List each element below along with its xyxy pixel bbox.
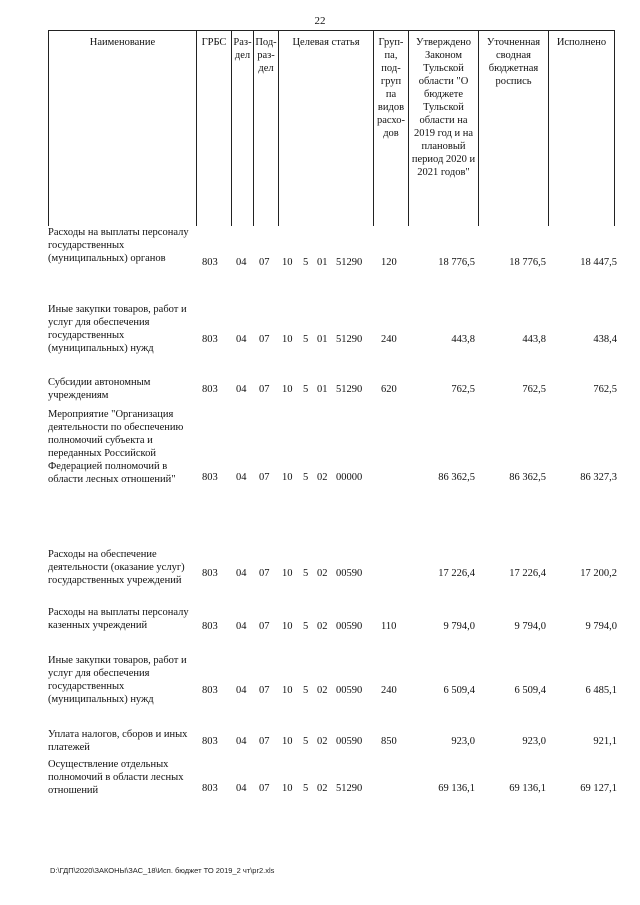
cell-cs2: 5	[303, 568, 309, 579]
cell-cs4: 00590	[336, 685, 363, 696]
cell-rz: 04	[236, 257, 247, 268]
cell-refined: 17 226,4	[509, 568, 546, 579]
cell-approved: 17 226,4	[438, 568, 475, 579]
cell-cs1: 10	[282, 384, 293, 395]
cell-cs4: 51290	[336, 384, 363, 395]
cell-pr: 07	[259, 384, 270, 395]
cell-rz: 04	[236, 685, 247, 696]
cell-approved: 443,8	[451, 334, 475, 345]
row-name: Иные закупки товаров, работ и услуг для обеспечения государственных (муниципальных) нужд	[48, 304, 187, 354]
cell-approved: 6 509,4	[443, 685, 475, 696]
cell-refined: 762,5	[522, 384, 546, 395]
row-name: Мероприятие "Организация деятельности по обеспечению полномочий субъекта и переданных Российской Федерацией полномочий в области лесных отношений"	[48, 409, 184, 485]
header-approved: Утверждено Законом Тульской области "О бюджете Тульской области на 2019 год и на плановый период 2020 и 2021 годов"	[408, 31, 478, 226]
row-name: Иные закупки товаров, работ и услуг для обеспечения государственных (муниципальных) нужд	[48, 655, 187, 705]
cell-cs4: 00590	[336, 621, 363, 632]
cell-grbs: 803	[202, 783, 218, 794]
cell-grbs: 803	[202, 257, 218, 268]
page-number: 22	[314, 15, 326, 27]
cell-executed: 17 200,2	[580, 568, 617, 579]
cell-cs3: 02	[317, 568, 328, 579]
cell-refined: 6 509,4	[514, 685, 546, 696]
cell-pr: 07	[259, 334, 270, 345]
table-row	[48, 728, 615, 756]
cell-cs1: 10	[282, 334, 293, 345]
cell-cs2: 5	[303, 621, 309, 632]
cell-approved: 18 776,5	[438, 257, 475, 268]
cell-cs3: 01	[317, 257, 328, 268]
cell-pr: 07	[259, 685, 270, 696]
cell-cs3: 01	[317, 334, 328, 345]
cell-executed: 6 485,1	[585, 685, 617, 696]
cell-vr: 850	[381, 736, 397, 747]
cell-pr: 07	[259, 783, 270, 794]
table-row	[48, 226, 615, 294]
cell-approved: 762,5	[451, 384, 475, 395]
header-grbs: ГРБС	[196, 31, 231, 226]
cell-cs4: 00590	[336, 736, 363, 747]
cell-cs2: 5	[303, 783, 309, 794]
cell-executed: 438,4	[593, 334, 617, 345]
cell-cs2: 5	[303, 736, 309, 747]
cell-cs1: 10	[282, 685, 293, 696]
cell-approved: 86 362,5	[438, 472, 475, 483]
cell-cs4: 51290	[336, 783, 363, 794]
table-row	[48, 408, 615, 538]
table-row	[48, 548, 615, 603]
header-name: Наименование	[48, 31, 196, 226]
cell-executed: 86 327,3	[580, 472, 617, 483]
cell-executed: 921,1	[593, 736, 617, 747]
cell-cs3: 01	[317, 384, 328, 395]
cell-grbs: 803	[202, 621, 218, 632]
cell-cs2: 5	[303, 685, 309, 696]
table-row	[48, 606, 615, 648]
cell-cs3: 02	[317, 783, 328, 794]
cell-cs1: 10	[282, 783, 293, 794]
cell-rz: 04	[236, 736, 247, 747]
cell-vr: 240	[381, 334, 397, 345]
table-row	[48, 758, 615, 802]
cell-pr: 07	[259, 736, 270, 747]
cell-cs2: 5	[303, 257, 309, 268]
cell-vr: 240	[381, 685, 397, 696]
cell-cs3: 02	[317, 685, 328, 696]
cell-rz: 04	[236, 568, 247, 579]
cell-approved: 9 794,0	[443, 621, 475, 632]
header-podrazdel: Под-раз-дел	[253, 31, 278, 226]
cell-cs1: 10	[282, 472, 293, 483]
cell-vr: 620	[381, 384, 397, 395]
cell-cs1: 10	[282, 257, 293, 268]
cell-executed: 69 127,1	[580, 783, 617, 794]
cell-cs4: 00000	[336, 472, 363, 483]
row-name: Расходы на выплаты персоналу государственных (муниципальных) органов	[48, 227, 189, 264]
table-row	[48, 376, 615, 404]
cell-rz: 04	[236, 472, 247, 483]
cell-refined: 18 776,5	[509, 257, 546, 268]
cell-approved: 69 136,1	[438, 783, 475, 794]
cell-cs1: 10	[282, 736, 293, 747]
cell-grbs: 803	[202, 334, 218, 345]
cell-grbs: 803	[202, 472, 218, 483]
row-name: Расходы на обеспечение деятельности (оказание услуг) государственных учреждений	[48, 549, 185, 586]
cell-approved: 923,0	[451, 736, 475, 747]
row-name: Субсидии автономным учреждениям	[48, 377, 151, 401]
cell-rz: 04	[236, 783, 247, 794]
cell-pr: 07	[259, 257, 270, 268]
cell-cs2: 5	[303, 334, 309, 345]
cell-cs4: 00590	[336, 568, 363, 579]
cell-grbs: 803	[202, 384, 218, 395]
header-executed: Исполнено	[548, 31, 615, 226]
cell-pr: 07	[259, 568, 270, 579]
cell-grbs: 803	[202, 568, 218, 579]
cell-rz: 04	[236, 334, 247, 345]
row-name: Расходы на выплаты персоналу казенных учреждений	[48, 607, 189, 631]
cell-cs2: 5	[303, 384, 309, 395]
table-header	[48, 30, 615, 226]
header-target: Целевая статья	[278, 31, 373, 226]
cell-executed: 18 447,5	[580, 257, 617, 268]
cell-pr: 07	[259, 472, 270, 483]
cell-cs2: 5	[303, 472, 309, 483]
cell-refined: 69 136,1	[509, 783, 546, 794]
cell-refined: 443,8	[522, 334, 546, 345]
header-razdel: Раз-дел	[231, 31, 253, 226]
cell-executed: 762,5	[593, 384, 617, 395]
cell-refined: 86 362,5	[509, 472, 546, 483]
cell-grbs: 803	[202, 736, 218, 747]
cell-cs3: 02	[317, 736, 328, 747]
table-row	[48, 303, 615, 371]
cell-pr: 07	[259, 621, 270, 632]
table-row	[48, 654, 615, 722]
header-refined: Уточненная сводная бюджетная роспись	[478, 31, 548, 226]
cell-refined: 923,0	[522, 736, 546, 747]
row-name: Уплата налогов, сборов и иных платежей	[48, 729, 188, 753]
file-path-footer: D:\ГДП\2020\ЗАКОНЫ\ЗАС_18\Исп. бюджет ТО 2019_2 чт\pr2.xls	[50, 866, 275, 875]
cell-cs4: 51290	[336, 257, 363, 268]
cell-grbs: 803	[202, 685, 218, 696]
cell-vr: 110	[381, 621, 397, 632]
cell-cs1: 10	[282, 568, 293, 579]
cell-vr: 120	[381, 257, 397, 268]
cell-cs3: 02	[317, 621, 328, 632]
cell-cs4: 51290	[336, 334, 363, 345]
cell-cs3: 02	[317, 472, 328, 483]
row-name: Осуществление отдельных полномочий в области лесных отношений	[48, 759, 184, 796]
cell-executed: 9 794,0	[585, 621, 617, 632]
cell-cs1: 10	[282, 621, 293, 632]
cell-rz: 04	[236, 621, 247, 632]
cell-rz: 04	[236, 384, 247, 395]
header-group: Груп-па, под-груп па видов расхо-дов	[373, 31, 408, 226]
cell-refined: 9 794,0	[514, 621, 546, 632]
